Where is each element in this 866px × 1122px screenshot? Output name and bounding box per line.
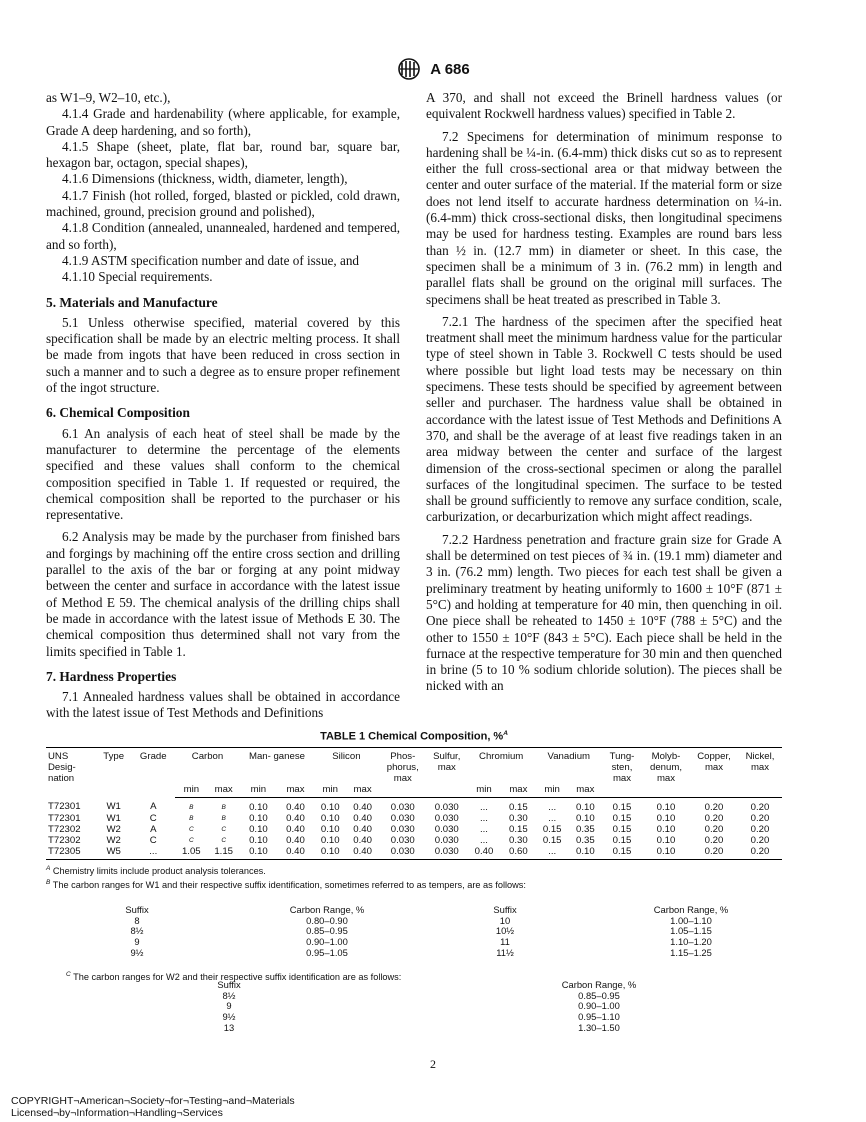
table-cell: 0.35 [576, 834, 595, 846]
table-cell: ... [548, 801, 557, 813]
column-header: Silicon [314, 747, 379, 784]
w1-range-left [272, 905, 382, 959]
table-cell: ... [479, 823, 488, 835]
table-cell: 0.20 [750, 823, 770, 835]
section-heading: 6. Chemical Composition [46, 405, 190, 421]
column-header: Grade [131, 747, 175, 797]
w1-suffix-left [112, 905, 162, 959]
table-cell: 0.40 [286, 834, 305, 846]
table-cell: 0.030 [434, 834, 459, 846]
table-cell: 0.030 [390, 801, 415, 813]
table-cell: 1.15 [208, 846, 240, 860]
table-cell: 0.20 [704, 823, 724, 835]
table-cell: A [150, 823, 157, 835]
table-cell: 0.40 [286, 812, 305, 824]
table-cell: T72301 [48, 801, 81, 813]
footnote-a: $^A$ Chemistry limits include product analysis tolerances. [46, 864, 266, 876]
composition-table [46, 747, 782, 860]
page-number: 2 [430, 1057, 436, 1071]
table-cell: 0.10 [314, 846, 346, 860]
footnote-c: $^C$ The carbon ranges for W2 and their respective suffix identification are as follows: [66, 971, 402, 983]
table-cell: 0.40 [467, 846, 501, 860]
table-cell: 0.40 [353, 801, 372, 813]
range-header: Carbon Range, % [289, 904, 365, 915]
table-cell: 0.30 [509, 834, 528, 846]
table-cell: 0.40 [286, 801, 305, 813]
table-cell: 0.10 [642, 846, 690, 860]
table-row [46, 846, 782, 860]
table-cell: B [221, 814, 226, 822]
table-cell: 0.40 [286, 823, 305, 835]
table-cell: 0.40 [353, 834, 372, 846]
table-cell: C [188, 836, 194, 844]
w1-suffix-right [480, 905, 530, 959]
subheader-min: min [536, 784, 569, 798]
paragraph: as W1–9, W2–10, etc.), [46, 90, 171, 105]
table-cell: 0.20 [750, 812, 770, 824]
table-cell: 0.15 [509, 801, 528, 813]
table-cell: 0.10 [656, 823, 676, 835]
table-cell: 0.15 [509, 823, 528, 835]
table-cell: 0.60 [501, 846, 535, 860]
range-item: 1.05–1.15 [670, 925, 712, 937]
table-cell: ... [548, 812, 557, 824]
table-cell: 0.20 [690, 846, 738, 860]
paragraph: 4.1.5 Shape (sheet, plate, flat bar, round bar, square bar, hexagon bar, octagon, special shapes), [46, 138, 400, 171]
table-cell: C [149, 812, 157, 824]
paragraph: 5.1 Unless otherwise specified, material covered by this specification shall be made by an electric melting process. It shall be made from ingots that have been reduced in cross section in such a manner and to such a degree as to ensure proper refinement of the ingot structure. [46, 314, 400, 396]
w2-range [544, 980, 654, 1034]
column-header: Nickel, max [738, 747, 782, 784]
paragraph: 4.1.10 Special requirements. [62, 269, 213, 285]
w2-suffix [204, 980, 254, 1034]
range-item: 11 [500, 936, 510, 948]
column-header: UNS Desig- nation [46, 747, 96, 797]
suffix-header: Suffix [493, 904, 517, 915]
table-cell: C [221, 825, 227, 833]
table-cell: T72302 [48, 823, 81, 835]
column-header: Sulfur, max [427, 747, 467, 784]
table-cell: 0.10 [320, 812, 340, 824]
range-item: 8 [134, 914, 140, 926]
subheader-max: max [569, 784, 602, 798]
paragraph: 4.1.7 Finish (hot rolled, forged, blasted or pickled, cold drawn, machined, ground, precision ground and polished), [46, 187, 400, 220]
subheader-min: min [175, 784, 207, 798]
range-item: 0.95–1.10 [578, 1011, 620, 1023]
table-cell: 0.20 [750, 834, 770, 846]
table-cell: 0.10 [656, 812, 676, 824]
page-header [0, 58, 866, 80]
range-item: 11½ [496, 946, 514, 958]
table-cell: 0.10 [249, 812, 268, 824]
table-cell: C [221, 836, 227, 844]
table-cell: W2 [106, 823, 121, 835]
table-cell: 0.10 [656, 834, 676, 846]
table-cell: 0.15 [612, 801, 632, 813]
suffix-header: Suffix [125, 904, 149, 915]
table-cell: 0.20 [750, 801, 770, 813]
range-item: 8½ [130, 925, 144, 937]
paragraph: 4.1.6 Dimensions (thickness, width, diameter, length), [62, 171, 348, 187]
astm-logo-icon [396, 58, 422, 80]
table-cell: 0.030 [434, 823, 459, 835]
table-cell: 0.030 [390, 812, 415, 824]
table-cell: W1 [106, 812, 121, 824]
table-cell: ... [479, 812, 488, 824]
table-cell: 0.10 [249, 823, 268, 835]
table-cell: 0.10 [320, 801, 340, 813]
table-cell: 0.40 [346, 846, 378, 860]
table-cell: 0.20 [704, 834, 724, 846]
copyright-notice [11, 1095, 295, 1119]
section-heading: 7. Hardness Properties [46, 668, 177, 684]
range-header: Carbon Range, % [561, 979, 637, 990]
right-column [426, 90, 782, 695]
suffix-header: Suffix [217, 979, 241, 990]
column-header: Phos- phorus, max [379, 747, 427, 784]
table-cell: 0.030 [427, 846, 467, 860]
table-body [46, 797, 782, 859]
table-cell: 0.15 [542, 834, 562, 846]
paragraph: 6.1 An analysis of each heat of steel shall be made by the manufacturer to determine the percentage of the elements specified and these values shall conform to the chemical composition specified in Table 1. If requested or required, the chemical composition shall be reported to the purchaser or his representative. [46, 425, 400, 523]
table-cell: 1.05 [175, 846, 207, 860]
table-cell: 0.030 [434, 801, 459, 813]
table-cell: 0.15 [612, 812, 632, 824]
table-cell: 0.10 [240, 846, 277, 860]
table-row [46, 824, 782, 835]
column-header: Molyb- denum, max [642, 747, 690, 784]
subheader-max: max [346, 784, 378, 798]
table-row [46, 797, 782, 813]
table-row [46, 835, 782, 846]
table-cell: B [189, 803, 194, 811]
paragraph: A 370, and shall not exceed the Brinell hardness values (or equivalent Rockwell hardness values) specified in Table 2. [426, 90, 782, 122]
range-item: 9 [134, 936, 140, 948]
w1-range-right [636, 905, 746, 959]
table-row [46, 813, 782, 824]
paragraph: 4.1.8 Condition (annealed, unannealed, hardened and tempered, and so forth), [46, 220, 400, 252]
table-cell: 0.20 [704, 812, 724, 824]
table-cell: W1 [106, 801, 121, 813]
column-header: Chromium [467, 747, 536, 784]
footnote-b: $^B$ The carbon ranges for W1 and their respective suffix identification, sometimes referred to as tempers, are as follows: [46, 878, 526, 890]
range-header: Carbon Range, % [653, 904, 729, 915]
license-line: Licensed¬by¬Information¬Handling¬Services [11, 1107, 223, 1119]
table-cell: 0.40 [353, 812, 372, 824]
table-cell: 0.35 [576, 823, 595, 835]
range-item: 1.00–1.10 [670, 914, 712, 926]
range-item: 10½ [495, 925, 515, 937]
table-cell: A [150, 801, 157, 813]
column-header: Vanadium [536, 747, 602, 784]
subheader-max: max [208, 784, 240, 798]
paragraph: 4.1.9 ASTM specification number and date of issue, and [62, 252, 360, 268]
range-item: 13 [223, 1021, 235, 1033]
table-cell: T72301 [48, 812, 81, 824]
section-heading: 5. Materials and Manufacture [46, 294, 218, 310]
table-cell: 0.030 [379, 846, 427, 860]
table-cell: W2 [106, 834, 121, 846]
table-cell: 0.20 [704, 801, 724, 813]
table-cell: 0.15 [542, 823, 562, 835]
table-1 [46, 730, 782, 891]
paragraph: 7.2.2 Hardness penetration and fracture grain size for Grade A shall be determined on test pieces of ¾ in. (19.1 mm) diameter and 3 in. (76.2 mm) length. Two pieces for each test shall be given a preliminary treatment by heating uniformly to 1600 ± 10°F (871 ± 5°C) and holding at temperature for 40 min, then quenching in oil. One piece shall be reheated to 1450 ± 10°F (788 ± 5°C) and the other to 1550 ± 10°F (843 ± 5°C). Each piece shall be held in the furnace at the respective temperature for 30 min and then quenched in brine (5 to 10 % sodium chloride solution). The pieces shall be nicked with an [426, 531, 782, 694]
subheader-min: min [314, 784, 346, 798]
copyright-line: COPYRIGHT¬American¬Society¬for¬Testing¬and¬Materials [11, 1095, 295, 1107]
range-item: 10 [499, 914, 511, 926]
table-cell: C [149, 834, 157, 846]
table-cell: W5 [96, 846, 131, 860]
table-cell: ... [479, 801, 488, 813]
table-cell: 0.10 [576, 801, 595, 813]
table-cell: 0.40 [353, 823, 372, 835]
range-item: 1.10–1.20 [670, 936, 712, 948]
column-header: Tung- sten, max [602, 747, 642, 784]
table-cell: 0.10 [249, 834, 268, 846]
table-cell: 0.15 [602, 846, 642, 860]
table-cell: B [189, 814, 194, 822]
table-cell: 0.030 [390, 823, 415, 835]
table-cell: 0.10 [320, 834, 340, 846]
left-column [46, 90, 400, 722]
range-item: 0.90–1.00 [578, 1000, 620, 1012]
paragraph: 7.2.1 The hardness of the specimen after the specified heat treatment shall meet the minimum hardness value for the particular type of steel shown in Table 3. Rockwell C tests should be used where possible but light load tests may be necessary on thin specimens. These tests should be specified by agreement between seller and purchaser. The hardness value shall be obtained in accordance with the latest issue of Test Methods and Definitions A 370, and shall be the average of at least five readings taken in an area midway between the center and surface of the largest dimension of the cross-sectional specimen or along the parallel surfaces of the longitudinal specimen. The surface to be tested shall be ground sufficiently to remove any surface condition, scale, carburization, or decarburization which might affect readings. [426, 313, 782, 525]
column-header: Type [96, 747, 131, 797]
table-cell: ... [536, 846, 569, 860]
range-item: 0.95–1.05 [306, 946, 348, 958]
paragraph: 6.2 Analysis may be made by the purchaser from finished bars and forgings by machining off the entire cross section and drilling parallel to the axis of the bar or forging at any point midway between the center and surface in accordance with the latest issue of Method E 59. The chemical analysis of the drilling chips shall be made in accordance with the latest issue of Methods E 30. The chemical composition thus determined shall not vary from the limits specified in Table 1. [46, 529, 400, 659]
range-item: 1.15–1.25 [670, 946, 712, 958]
column-header: Copper, max [690, 747, 738, 784]
table-cell: 0.15 [612, 823, 632, 835]
column-header: Carbon [175, 747, 240, 784]
paragraph: 7.1 Annealed hardness values shall be obtained in accordance with the latest issue of Test Methods and Definitions [46, 689, 400, 721]
table-cell: 0.030 [434, 812, 459, 824]
table-cell: 0.10 [320, 823, 340, 835]
subheader-min: min [467, 784, 501, 798]
table-cell: 0.40 [277, 846, 314, 860]
range-item: 9½ [222, 1011, 236, 1023]
range-item: 0.80–0.90 [306, 914, 348, 926]
table-cell: ... [479, 834, 488, 846]
table-cell: C [188, 825, 194, 833]
table-cell: 0.20 [738, 846, 782, 860]
table-cell: B [221, 803, 226, 811]
range-item: 9 [226, 1000, 232, 1012]
subheader-max: max [277, 784, 314, 798]
table-cell: 0.10 [576, 812, 595, 824]
table-title: TABLE 1 Chemical Composition, %$^A$ [320, 730, 508, 743]
column-header: Man- ganese [240, 747, 314, 784]
table-cell: 0.15 [612, 834, 632, 846]
table-cell: 0.10 [569, 846, 602, 860]
table-cell: 0.10 [249, 801, 268, 813]
range-item: 1.30–1.50 [578, 1021, 620, 1033]
range-item: 0.90–1.00 [306, 936, 348, 948]
subheader-max: max [501, 784, 535, 798]
range-item: 0.85–0.95 [578, 989, 620, 1001]
table-cell: 0.030 [390, 834, 415, 846]
table-cell: 0.10 [656, 801, 676, 813]
standard-designation: A 686 [430, 60, 470, 78]
table-cell: ... [131, 846, 175, 860]
paragraph: 4.1.4 Grade and hardenability (where applicable, for example, Grade A deep hardening, and so forth), [46, 106, 400, 138]
range-item: 8½ [222, 989, 236, 1001]
paragraph: 7.2 Specimens for determination of minimum response to hardening shall be ¼-in. (6.4-mm) thick disks cut so as to represent either the full cross-sectional area or that midway between the center and outer surface of the material. If the material form or size does not lend itself to accurate hardness determination on ¼-in. (6.4-mm) thick cross-sectional disks, then longitudinal specimens may be used for hardness testing. Examples are round bars less than ½ in. (12.7 mm) in diameter or sheet. In this case, the specimen shall be a minimum of 3 in. (76.2 mm) in length and parallel flats shall be ground on the original mill surfaces. The specimens shall be heat treated as prescribed in Table 3. [426, 128, 782, 307]
table-cell: T72302 [48, 834, 81, 846]
range-item: 9½ [130, 946, 144, 958]
subheader-min: min [240, 784, 277, 798]
table-cell: T72305 [46, 846, 96, 860]
range-item: 0.85–0.95 [306, 925, 348, 937]
table-cell: 0.30 [509, 812, 528, 824]
